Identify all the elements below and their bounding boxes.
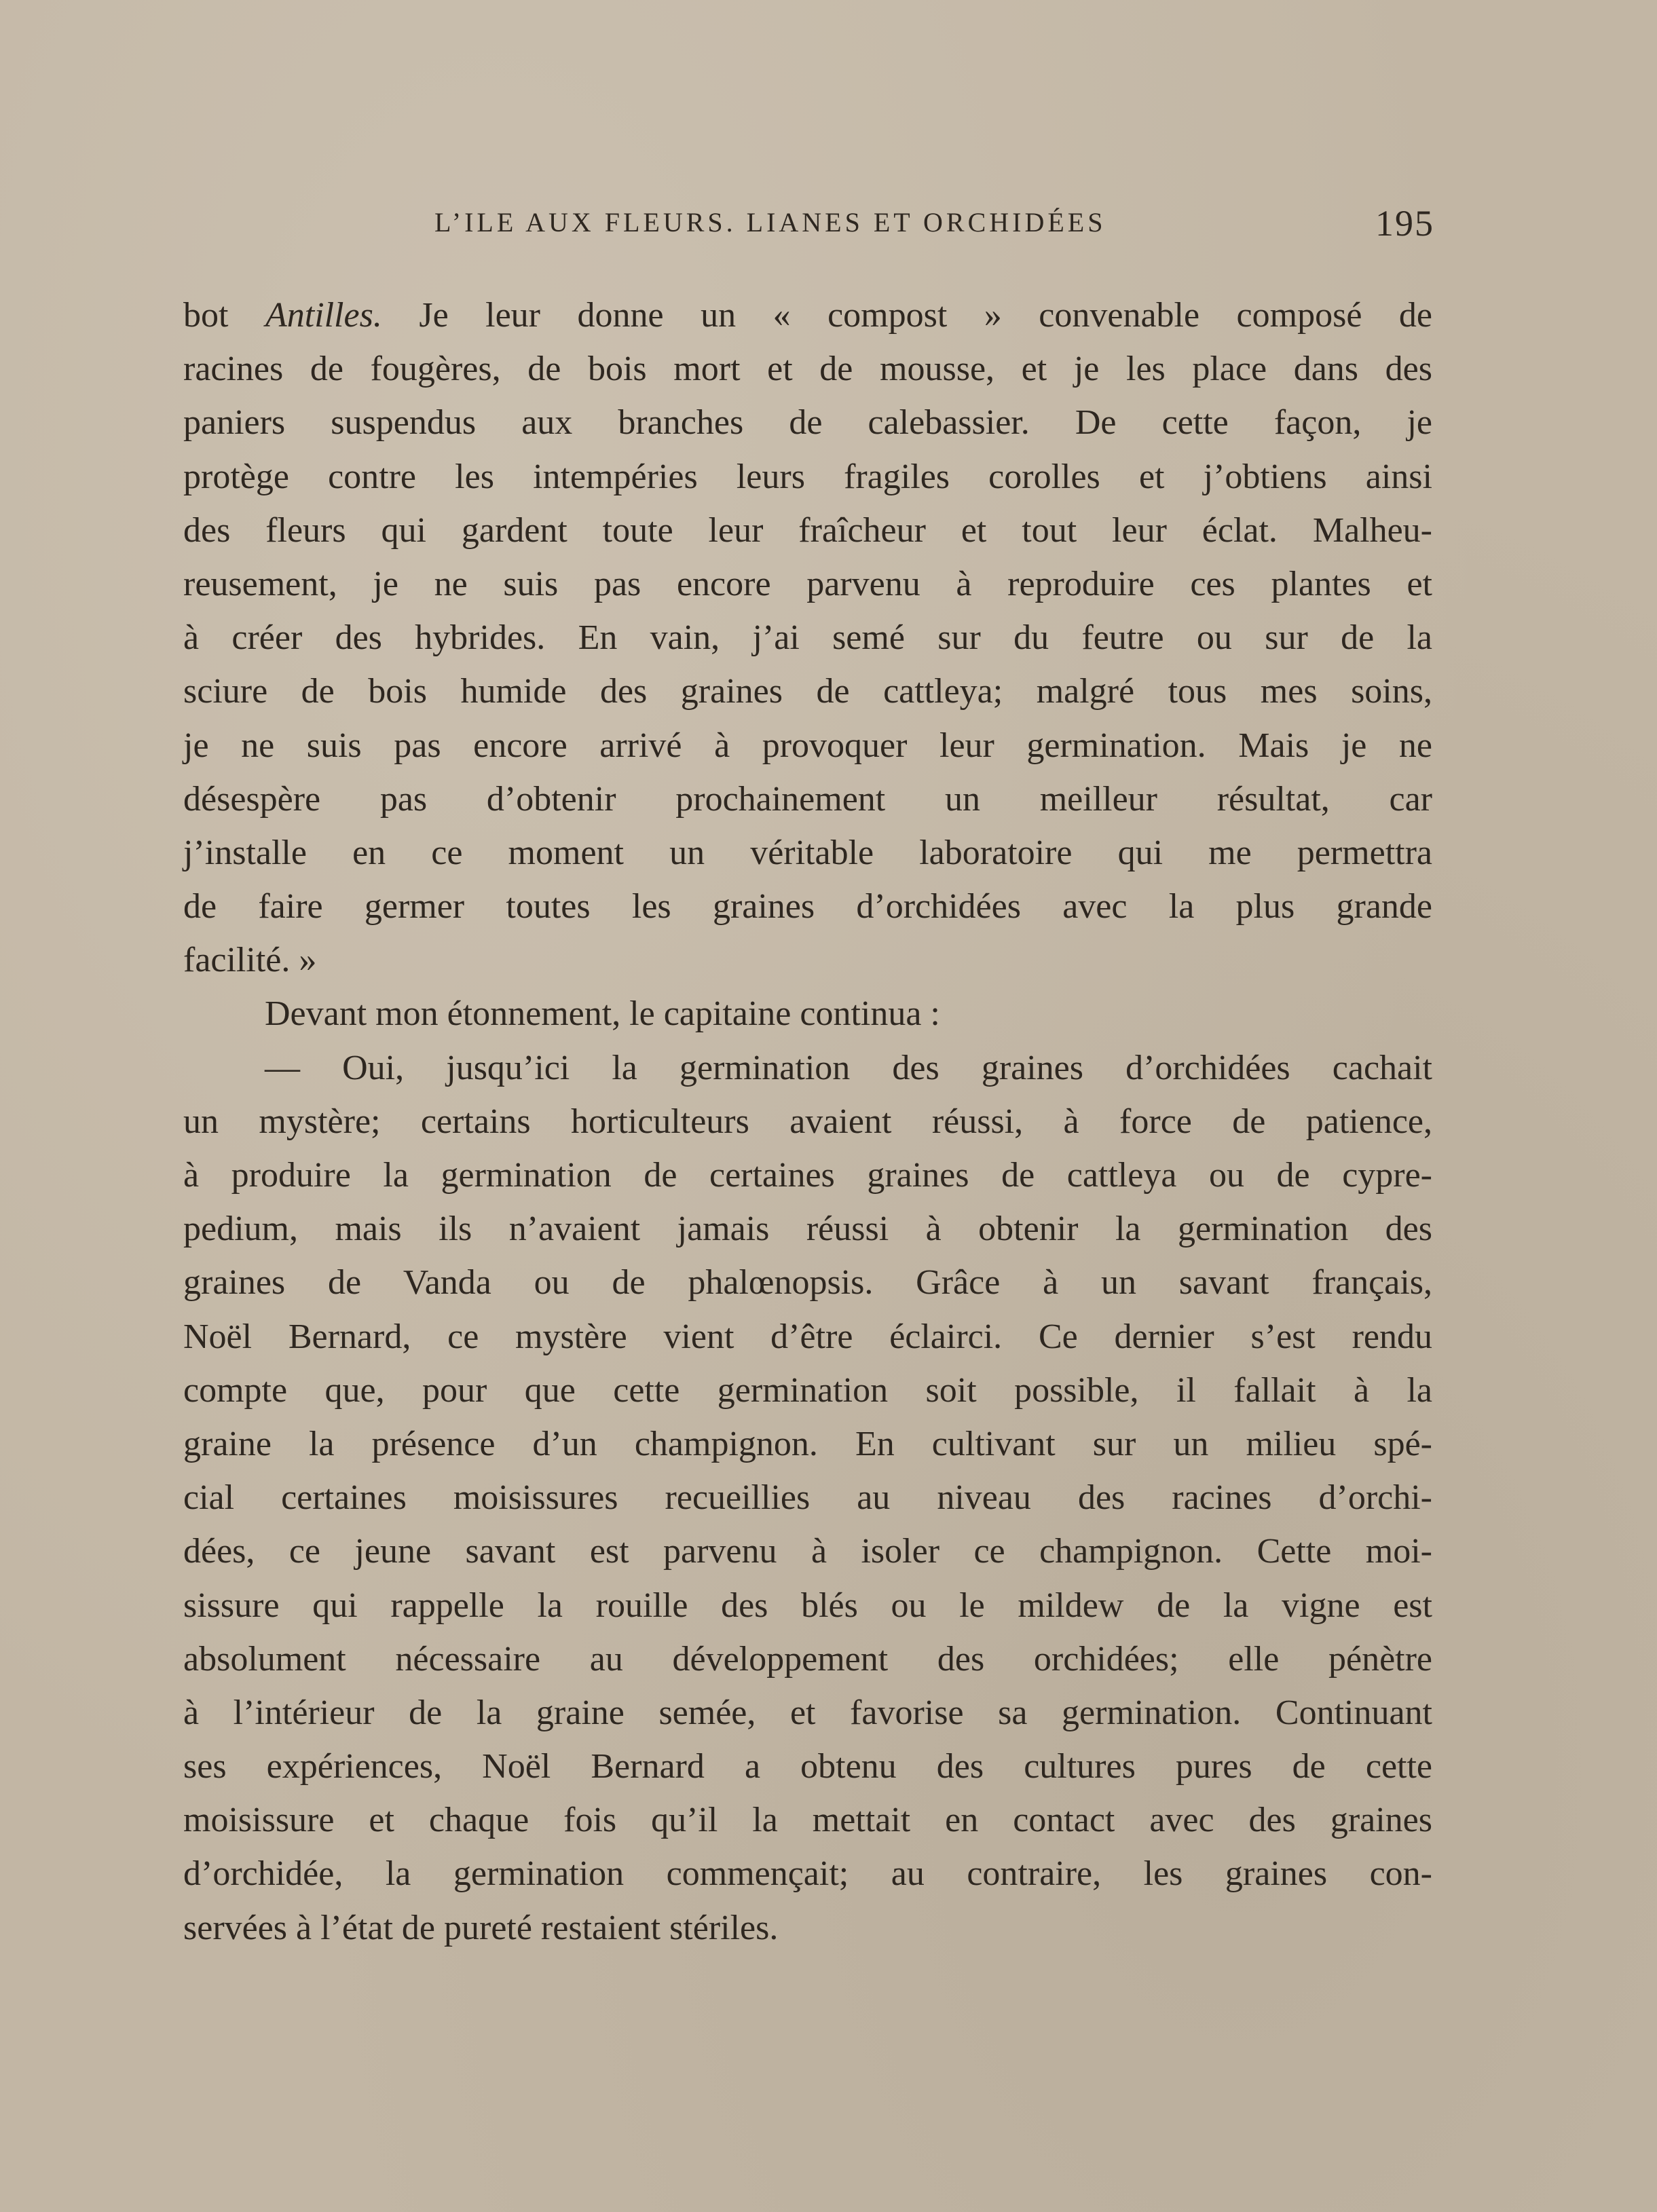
running-title: L’ILE AUX FLEURS. LIANES ET ORCHIDÉES xyxy=(434,207,1106,238)
text-line: racines de fougères, de bois mort et de mousse, et je les place dans des xyxy=(183,350,1432,389)
text-line: facilité. » xyxy=(183,941,317,980)
text-line: absolument nécessaire au développement des orchidées; elle pénètre xyxy=(183,1639,1432,1679)
italic-place-name: Antilles. xyxy=(265,296,382,335)
text-line: d’orchidée, la germination commençait; au contraire, les graines con- xyxy=(183,1854,1432,1894)
text-segment: Je leur donne un « compost » convenable composé de xyxy=(381,296,1432,335)
page-number: 195 xyxy=(1375,203,1434,244)
text-line: j’installe en ce moment un véritable laboratoire qui me permettra xyxy=(183,833,1432,872)
text-segment: bot xyxy=(183,296,265,335)
text-line: un mystère; certains horticulteurs avaient réussi, à force de patience, xyxy=(183,1102,1432,1141)
text-line: désespère pas d’obtenir prochainement un meilleur résultat, car xyxy=(183,779,1432,819)
text-line: à produire la germination de certaines graines de cattleya ou de cypre- xyxy=(183,1156,1432,1195)
text-line: à créer des hybrides. En vain, j’ai semé sur du feutre ou sur de la xyxy=(183,618,1432,658)
text-line: graine la présence d’un champignon. En cultivant sur un milieu spé- xyxy=(183,1424,1432,1463)
text-line: Noël Bernard, ce mystère vient d’être éclairci. Ce dernier s’est rendu xyxy=(183,1317,1432,1356)
text-line: à l’intérieur de la graine semée, et favorise sa germination. Continuant xyxy=(183,1693,1432,1732)
text-line: pedium, mais ils n’avaient jamais réussi à obtenir la germination des xyxy=(183,1210,1432,1249)
text-line: protège contre les intempéries leurs fragiles corolles et j’obtiens ainsi xyxy=(183,457,1432,496)
text-line: reusement, je ne suis pas encore parvenu à reproduire ces plantes et xyxy=(183,564,1432,603)
text-line: sissure qui rappelle la rouille des blés ou le mildew de la vigne est xyxy=(183,1586,1432,1625)
text-line: paniers suspendus aux branches de calebassier. De cette façon, je xyxy=(183,403,1432,443)
text-line: cial certaines moisissures recueillies au niveau des racines d’orchi- xyxy=(183,1478,1432,1518)
text-line: ses expériences, Noël Bernard a obtenu des cultures pures de cette xyxy=(183,1747,1432,1786)
text-line: servées à l’état de pureté restaient stériles. xyxy=(183,1908,779,1947)
body-text xyxy=(183,288,1432,1955)
paragraph-start-line: — Oui, jusqu’ici la germination des graines d’orchidées cachait xyxy=(265,1048,1432,1087)
text-line: des fleurs qui gardent toute leur fraîcheur et tout leur éclat. Malheu- xyxy=(183,510,1432,550)
text-line xyxy=(183,288,1432,342)
text-line: sciure de bois humide des graines de cattleya; malgré tous mes soins, xyxy=(183,672,1432,711)
text-line: je ne suis pas encore arrivé à provoquer leur germination. Mais je ne xyxy=(183,726,1432,765)
text-line: moisissure et chaque fois qu’il la mettait en contact avec des graines xyxy=(183,1801,1432,1840)
text-line: de faire germer toutes les graines d’orchidées avec la plus grande xyxy=(183,887,1432,926)
text-line: dées, ce jeune savant est parvenu à isoler ce champignon. Cette moi- xyxy=(183,1532,1432,1571)
text-line: compte que, pour que cette germination soit possible, il fallait à la xyxy=(183,1370,1432,1410)
text-line: graines de Vanda ou de phalœnopsis. Grâce à un savant français, xyxy=(183,1263,1432,1302)
running-head xyxy=(185,202,1434,250)
paragraph-start-line: Devant mon étonnement, le capitaine continua : xyxy=(265,994,940,1034)
